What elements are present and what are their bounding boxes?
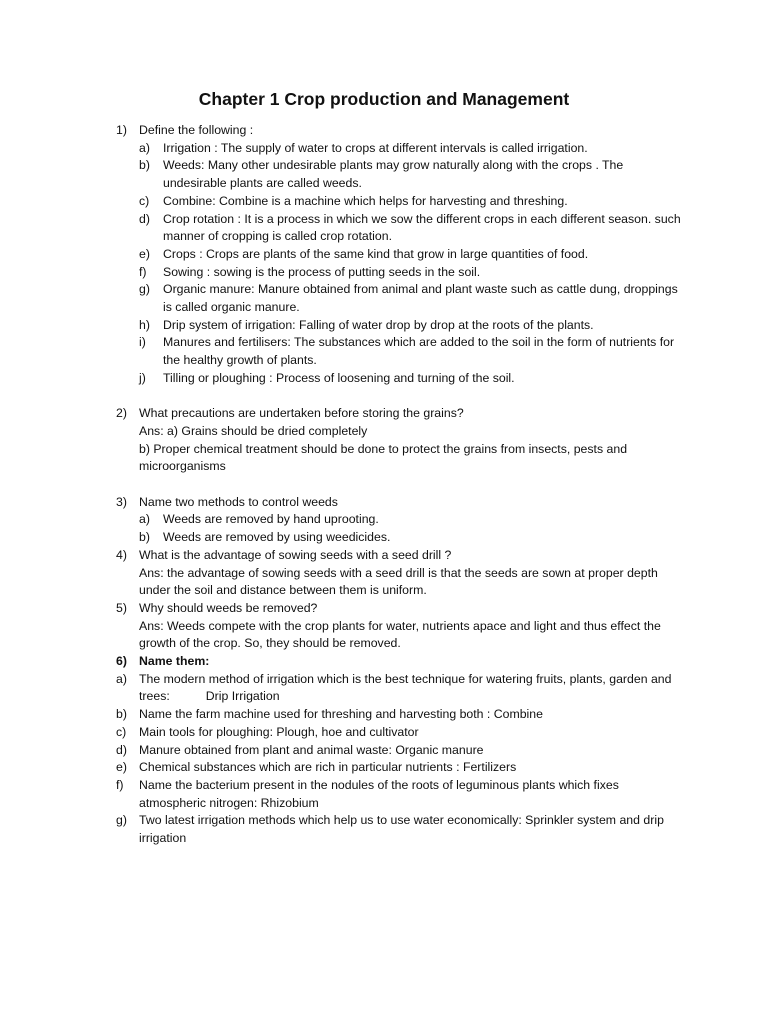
question-5 bbox=[116, 600, 686, 618]
question-text: Name two methods to control weeds bbox=[139, 494, 338, 509]
list-item bbox=[116, 140, 686, 158]
list-item bbox=[116, 671, 686, 706]
list-item bbox=[116, 370, 686, 388]
item-text: Combine: Combine is a machine which helps for harvesting and threshing. bbox=[163, 193, 568, 208]
question-6 bbox=[116, 653, 686, 671]
list-item bbox=[116, 706, 686, 724]
question-text: What precautions are undertaken before storing the grains? bbox=[139, 406, 464, 421]
question-2 bbox=[116, 405, 686, 423]
question-number: 2) bbox=[116, 406, 127, 421]
question-number: 6) bbox=[116, 654, 127, 669]
item-text: Irrigation : The supply of water to crops at different intervals is called irrigation. bbox=[163, 140, 588, 155]
item-text: Two latest irrigation methods which help us to use water economically: Sprinkler system and drip irrigation bbox=[139, 813, 664, 846]
item-text: Crops : Crops are plants of the same kind that grow in large quantities of food. bbox=[163, 246, 589, 261]
question-number: 4) bbox=[116, 547, 127, 562]
answer-text: b) Proper chemical treatment should be done to protect the grains from insects, pests and microorganisms bbox=[139, 441, 628, 474]
question-number: 3) bbox=[116, 494, 127, 509]
item-label: c) bbox=[116, 724, 127, 739]
item-text: Manure obtained from plant and animal waste: Organic manure bbox=[139, 742, 484, 757]
answer-text: Ans: a) Grains should be dried completely bbox=[139, 423, 368, 438]
item-label: f) bbox=[139, 264, 147, 279]
item-text: Chemical substances which are rich in particular nutrients : Fertilizers bbox=[139, 760, 517, 775]
item-label: j) bbox=[139, 370, 146, 385]
spacer bbox=[116, 388, 686, 406]
item-text: Drip system of irrigation: Falling of water drop by drop at the roots of the plants. bbox=[163, 317, 594, 332]
list-item bbox=[116, 759, 686, 777]
item-label: b) bbox=[116, 707, 127, 722]
question-text: Why should weeds be removed? bbox=[139, 600, 318, 615]
list-item bbox=[116, 334, 686, 369]
question-1 bbox=[116, 122, 686, 140]
list-item bbox=[116, 742, 686, 760]
list-item bbox=[116, 724, 686, 742]
answer-text: Ans: the advantage of sowing seeds with a seed drill is that the seeds are sown at proper depth under the soil and distance between them is uniform. bbox=[139, 565, 658, 598]
question-number: 1) bbox=[116, 123, 127, 137]
item-label: d) bbox=[139, 211, 150, 226]
list-item bbox=[116, 529, 686, 547]
item-label: e) bbox=[139, 246, 150, 261]
item-text: Organic manure: Manure obtained from animal and plant waste such as cattle dung, droppings is called organic manure. bbox=[163, 282, 678, 315]
item-label: d) bbox=[116, 742, 127, 757]
item-text: Weeds are removed by hand uprooting. bbox=[163, 512, 379, 527]
item-text: Sowing : sowing is the process of putting seeds in the soil. bbox=[163, 264, 481, 279]
list-item bbox=[116, 246, 686, 264]
list-item bbox=[116, 511, 686, 529]
question-text: Define the following : bbox=[139, 123, 254, 137]
item-text: Tilling or ploughing : Process of loosening and turning of the soil. bbox=[163, 370, 515, 385]
list-item bbox=[116, 777, 686, 812]
item-text: Name the farm machine used for threshing and harvesting both : Combine bbox=[139, 707, 543, 722]
answer-text: Ans: Weeds compete with the crop plants for water, nutrients apace and light and thus effect the growth of the crop. So, they should be removed. bbox=[139, 618, 661, 651]
list-item bbox=[116, 281, 686, 316]
item-text: The modern method of irrigation which is the best technique for watering fruits, plants, garden and trees: bbox=[139, 671, 672, 704]
item-text: Name the bacterium present in the nodules of the roots of leguminous plants which fixes atmospheric nitrogen: Rhizobium bbox=[139, 777, 619, 810]
list-item bbox=[116, 812, 686, 847]
list-item bbox=[116, 211, 686, 246]
item-label: b) bbox=[139, 530, 150, 545]
question-4 bbox=[116, 547, 686, 565]
page-title: Chapter 1 Crop production and Management bbox=[198, 89, 570, 109]
spacer bbox=[116, 476, 686, 494]
item-label: i) bbox=[139, 335, 146, 350]
item-text: Main tools for ploughing: Plough, hoe and cultivator bbox=[139, 724, 419, 739]
question-number: 5) bbox=[116, 600, 127, 615]
item-text: Crop rotation : It is a process in which we sow the different crops in each different season. such manner of cropping is called crop rotation. bbox=[163, 211, 681, 244]
item-label: h) bbox=[139, 317, 150, 332]
item-text: Weeds are removed by using weedicides. bbox=[163, 530, 391, 545]
item-label: a) bbox=[139, 512, 150, 527]
list-item bbox=[116, 317, 686, 335]
item-label: f) bbox=[116, 777, 124, 792]
item-text: Manures and fertilisers: The substances which are added to the soil in the form of nutrients for the healthy growth of plants. bbox=[163, 335, 675, 368]
item-label: g) bbox=[116, 813, 127, 828]
item-label: c) bbox=[139, 193, 150, 208]
question-text: Name them: bbox=[139, 654, 210, 669]
item-answer: Drip Irrigation bbox=[205, 689, 280, 704]
list-item bbox=[116, 193, 686, 211]
question-3 bbox=[116, 494, 686, 512]
item-label: b) bbox=[139, 158, 150, 173]
list-item bbox=[116, 157, 686, 192]
item-label: a) bbox=[116, 671, 127, 686]
document-body bbox=[116, 122, 686, 848]
list-item bbox=[116, 264, 686, 282]
item-label: g) bbox=[139, 282, 150, 297]
item-text: Weeds: Many other undesirable plants may grow naturally along with the crops . The undesirable plants are called weeds. bbox=[163, 158, 624, 191]
item-label: a) bbox=[139, 140, 150, 155]
item-label: e) bbox=[116, 760, 127, 775]
question-text: What is the advantage of sowing seeds with a seed drill ? bbox=[139, 547, 452, 562]
